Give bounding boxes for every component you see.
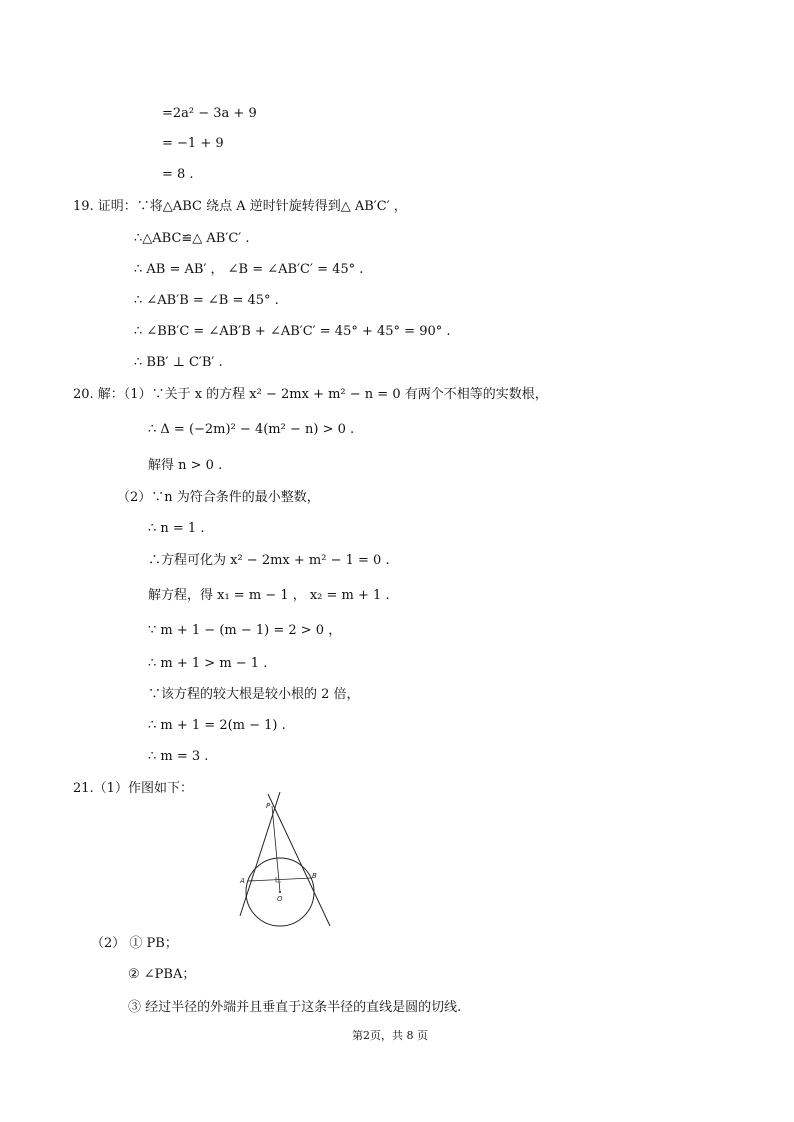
line-18: ∴ m + 1 > m − 1 . xyxy=(148,656,268,671)
line-25: ③ 经过半径的外端并且垂直于这条半径的直线是圆的切线. xyxy=(128,1000,462,1015)
center-point xyxy=(279,891,281,893)
line-4: 19. 证明：∵将△ABC 绕点 A 逆时针旋转得到△ AB′C′ ， xyxy=(73,199,407,214)
tangent-construction-figure xyxy=(234,792,358,930)
line-6: ∴ AB = AB′ ， ∠B = ∠AB′C′ = 45° . xyxy=(134,262,364,277)
line-16: 解方程，得 x₁ = m − 1 ， x₂ = m + 1 . xyxy=(148,588,390,603)
label-b: B xyxy=(312,872,317,880)
line-7: ∴ ∠AB′B = ∠B = 45° . xyxy=(134,293,279,308)
line-13: （2）∵n 为符合条件的最小整数， xyxy=(117,490,320,505)
line-1: =2a² − 3a + 9 xyxy=(162,106,257,121)
line-3: = 8 . xyxy=(162,167,194,182)
line-5: ∴△ABC≌△ AB′C′ . xyxy=(134,231,250,246)
line-2: = −1 + 9 xyxy=(162,136,224,151)
line-10: 20. 解：（1）∵关于 x 的方程 x² − 2mx + m² − n = 0 有两个不相等的实数根， xyxy=(73,387,548,402)
line-21: ∴ m = 3 . xyxy=(148,749,209,764)
line-20: ∴ m + 1 = 2(m − 1) . xyxy=(148,718,286,733)
label-p: P xyxy=(266,802,271,810)
line-11: ∴ Δ = (−2m)² − 4(m² − n) > 0 . xyxy=(148,422,355,437)
line-8: ∴ ∠BB′C = ∠AB′B + ∠AB′C′ = 45° + 45° = 90° . xyxy=(134,324,451,339)
tangent-line-pa xyxy=(240,792,280,916)
line-24: ② ∠PBA； xyxy=(128,967,196,982)
label-o: O xyxy=(277,895,283,903)
line-9: ∴ BB′ ⊥ C′B′ . xyxy=(134,355,223,370)
label-a: A xyxy=(240,877,245,885)
line-14: ∴ n = 1 . xyxy=(148,521,205,536)
line-12: 解得 n > 0 . xyxy=(148,458,223,473)
page-footer: 第2页，共 8 页 xyxy=(352,1029,428,1042)
chord-ab xyxy=(248,878,312,881)
line-17: ∵ m + 1 − (m − 1) = 2 > 0 ， xyxy=(148,623,342,638)
line-22: 21.（1）作图如下： xyxy=(73,781,193,796)
line-19: ∵该方程的较大根是较小根的 2 倍， xyxy=(148,687,360,702)
line-23: （2） ① PB； xyxy=(91,936,178,951)
line-15: ∴方程可化为 x² − 2mx + m² − 1 = 0 . xyxy=(148,553,390,568)
